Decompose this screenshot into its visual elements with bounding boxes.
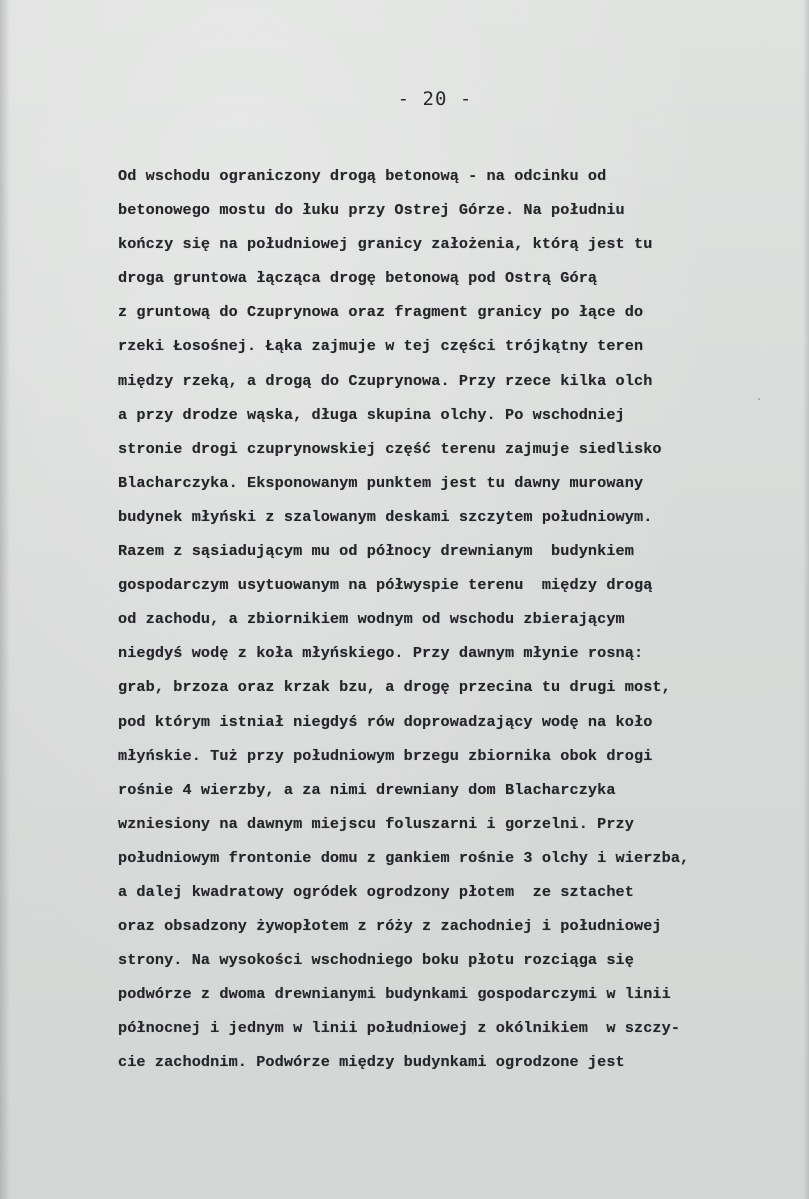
text-line: gospodarczym usytuowanym na półwyspie terenu między drogą bbox=[118, 576, 653, 595]
paper-speck bbox=[758, 398, 760, 400]
text-line: Blacharczyka. Eksponowanym punktem jest tu dawny murowany bbox=[118, 473, 644, 492]
text-line: kończy się na południowej granicy założenia, którą jest tu bbox=[118, 235, 653, 254]
text-line: betonowego mostu do łuku przy Ostrej Górze. Na południu bbox=[118, 201, 625, 220]
page-number: - 20 - bbox=[397, 88, 473, 110]
text-line: pod którym istniał niegdyś rów doprowadzający wodę na koło bbox=[118, 712, 653, 731]
page-right-edge bbox=[803, 0, 809, 1199]
text-line: od zachodu, a zbiornikiem wodnym od wschodu zbierającym bbox=[118, 610, 625, 629]
text-line: południowym frontonie domu z gankiem rośnie 3 olchy i wierzba, bbox=[118, 848, 690, 867]
text-line: budynek młyński z szalowanym deskami szczytem południowym. bbox=[118, 507, 653, 526]
text-line: między rzeką, a drogą do Czuprynowa. Przy rzece kilka olch bbox=[118, 371, 653, 390]
text-line: Razem z sąsiadującym mu od północy drewnianym budynkiem bbox=[118, 542, 634, 561]
text-line: młyńskie. Tuż przy południowym brzegu zbiornika obok drogi bbox=[118, 746, 653, 765]
typewritten-text bbox=[118, 159, 778, 1080]
text-line: niegdyś wodę z koła młyńskiego. Przy dawnym młynie rosną: bbox=[118, 644, 644, 663]
text-line: grab, brzoza oraz krzak bzu, a drogę przecina tu drugi most, bbox=[118, 678, 671, 697]
text-line: Od wschodu ograniczony drogą betonową - na odcinku od bbox=[118, 167, 607, 185]
text-line: rzeki Łosośnej. Łąka zajmuje w tej części trójkątny teren bbox=[118, 337, 644, 356]
text-line: strony. Na wysokości wschodniego boku płotu rozciąga się bbox=[118, 951, 634, 970]
text-line: cie zachodnim. Podwórze między budynkami ogrodzone jest bbox=[118, 1053, 625, 1072]
text-line: północnej i jednym w linii południowej z okólnikiem w szczy- bbox=[118, 1019, 681, 1038]
text-line: a dalej kwadratowy ogródek ogrodzony płotem ze sztachet bbox=[118, 882, 634, 901]
text-line: rośnie 4 wierzby, a za nimi drewniany dom Blacharczyka bbox=[118, 780, 616, 799]
text-line: oraz obsadzony żywopłotem z róży z zachodniej i południowej bbox=[118, 917, 662, 936]
text-line: z gruntową do Czuprynowa oraz fragment granicy po łące do bbox=[118, 303, 644, 322]
text-line: a przy drodze wąska, długa skupina olchy. Po wschodniej bbox=[118, 405, 625, 424]
text-line: wzniesiony na dawnym miejscu foluszarni i gorzelni. Przy bbox=[118, 814, 634, 833]
text-line: droga gruntowa łącząca drogę betonową pod Ostrą Górą bbox=[118, 269, 598, 288]
page-left-edge bbox=[0, 0, 10, 1199]
paper-speck bbox=[412, 1032, 414, 1034]
text-line: stronie drogi czuprynowskiej część terenu zajmuje siedlisko bbox=[118, 439, 662, 458]
text-line: podwórze z dwoma drewnianymi budynkami gospodarczymi w linii bbox=[118, 985, 671, 1004]
